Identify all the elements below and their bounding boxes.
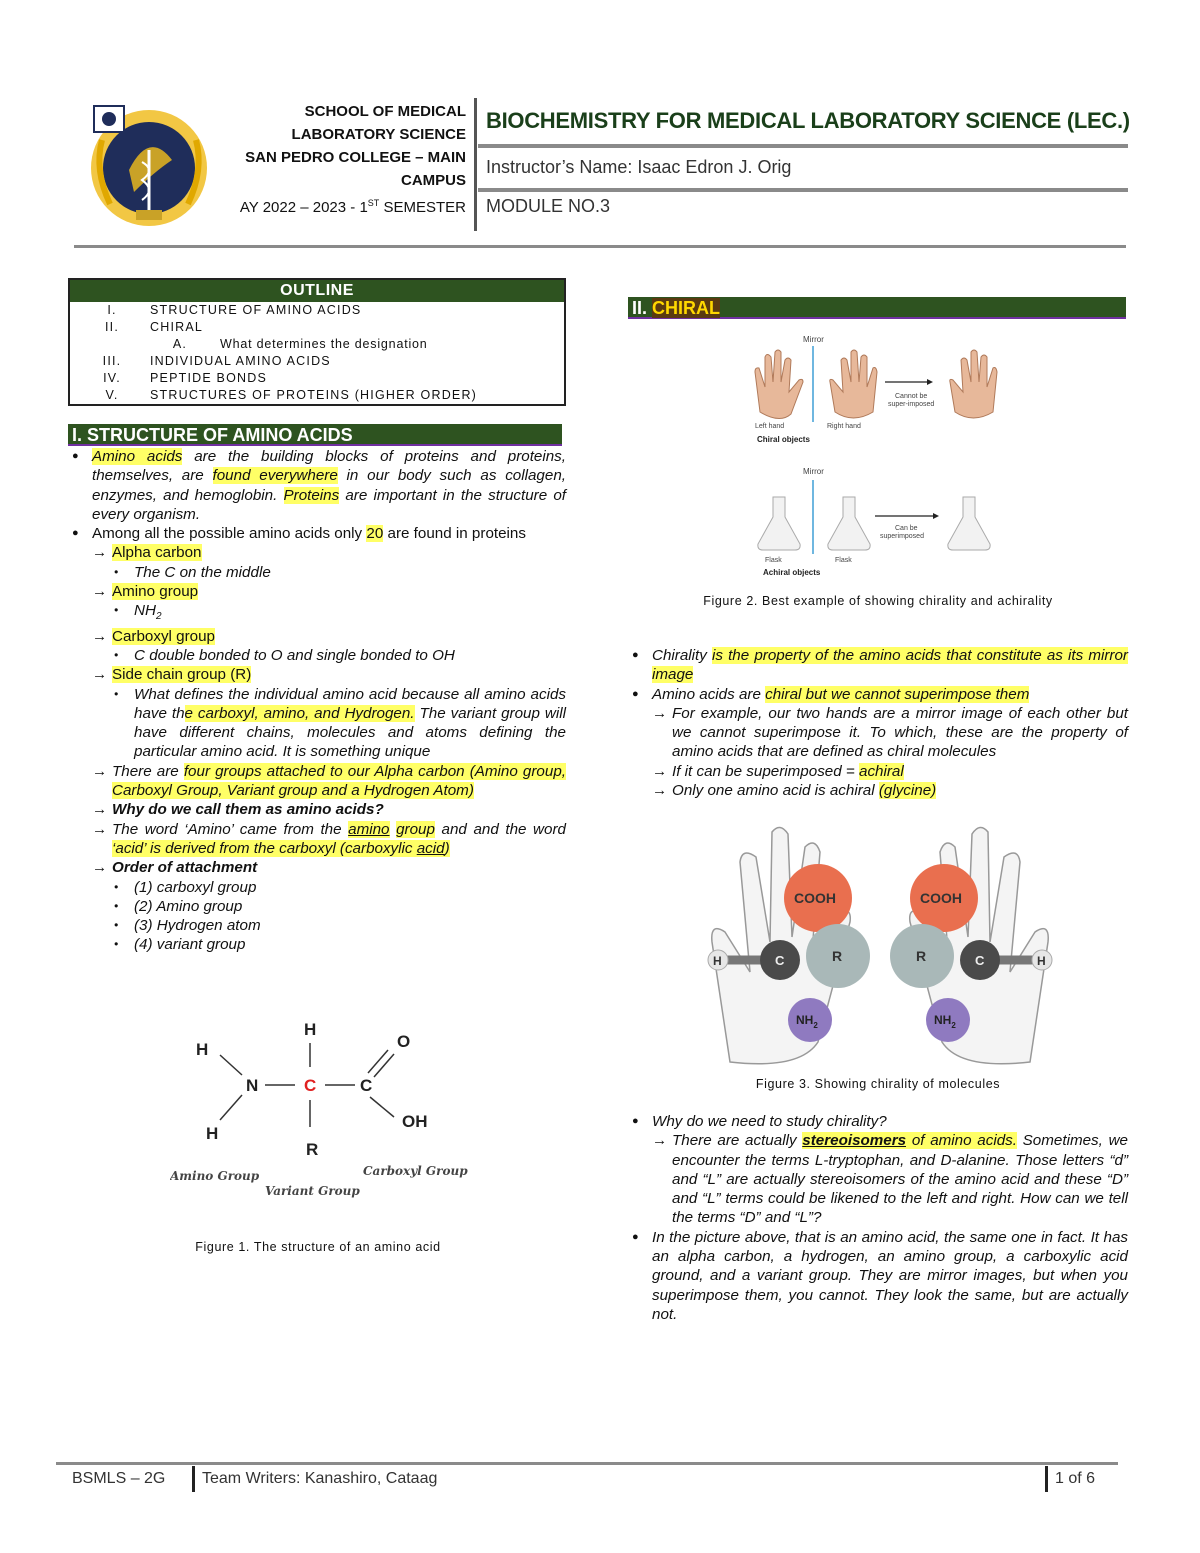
arrow-stereoisomers: → There are actually stereoisomers of amino acids. Sometimes, we encounter the terms L-tryptophan, and D-alanine. Those letters “d” and “L” are actually stereoisomers of the amino acid and these “D” and “L” terms could be likened to the left and right. How can we tell the terms “D” and “L”? [652, 1132, 1128, 1227]
school-name-line2: LABORATORY SCIENCE [291, 126, 466, 143]
instructor-name: Instructor’s Name: Isaac Edron J. Orig [486, 157, 792, 177]
cooh-label: COOH [794, 890, 836, 906]
arrow-hands-example: → For example, our two hands are a mirror image of each other but we cannot superimpose it. To which, these are the property of amino acids that are defined as chiral molecules [652, 704, 1128, 761]
school-seal-logo [84, 100, 214, 230]
academic-year: AY 2022 – 2023 - 1ST SEMESTER [239, 198, 466, 216]
atom-label: H [304, 1020, 317, 1039]
footer-divider [1045, 1466, 1048, 1492]
arrow-glycine: → Only one amino acid is achiral (glycine) [652, 782, 937, 800]
atom-label: C [360, 1076, 373, 1095]
order-item: • (1) carboxyl group [68, 878, 566, 897]
atom-label: OH [402, 1112, 428, 1131]
atom-label: N [246, 1076, 259, 1095]
section1-body [68, 447, 566, 955]
section2-title: CHIRAL [652, 298, 721, 318]
figure1-caption: Figure 1. The structure of an amino acid [195, 1240, 441, 1254]
arrow-four-groups: → There are four groups attached to our Alpha carbon (Amino group, Carboxyl Group, Variant group and a Hydrogen Atom) [92, 762, 566, 800]
header-rule [74, 245, 1126, 248]
sub-side-chain: • What defines the individual amino acid because all amino acids have the carboxyl, amino, and Hydrogen. The variant group will have different chains, molecules and atoms defining the particular amino acid. It is something unique [68, 685, 566, 762]
arrow-label: superimposed [880, 533, 924, 540]
sub-alpha-carbon: • The C on the middle [68, 563, 566, 582]
r-group-label: R [832, 948, 843, 964]
school-name-line4: CAMPUS [400, 172, 466, 189]
group-label: Carboxyl Group [363, 1164, 468, 1178]
sub-carboxyl-group: • C double bonded to O and single bonded to OH [68, 646, 566, 665]
atom-label: R [306, 1140, 319, 1159]
chirality-hands-flasks-figure [745, 332, 1005, 582]
arrow-side-chain: → Side chain group (R) [92, 666, 252, 684]
footer-writers: Team Writers: Kanashiro, Cataag [202, 1470, 438, 1487]
module-number: MODULE NO.3 [486, 196, 611, 216]
nh2-label: $NH_2$ [796, 1013, 818, 1030]
atom-label: H [713, 954, 722, 968]
arrow-label: Cannot be [895, 393, 928, 400]
arrow-order-of-attachment: → Order of attachment [92, 859, 258, 877]
section2-body-continued [628, 1112, 1128, 1324]
hand-label: Left hand [755, 423, 785, 430]
arrow-amino-group: → Amino group [92, 583, 199, 601]
chiral-molecules-hands-figure [700, 822, 1060, 1070]
cooh-label: COOH [920, 890, 962, 906]
atom-label: O [397, 1032, 411, 1051]
figure3-caption: Figure 3. Showing chirality of molecules [755, 1077, 1001, 1091]
bullet-chirality-definition: ● Chirality is the property of the amino acids that constitute as its mirror image [628, 646, 1128, 685]
order-item: • (2) Amino group [68, 897, 566, 916]
outline-box [68, 278, 566, 406]
flask-label: Flask [835, 557, 852, 564]
atom-label: C [975, 953, 985, 968]
bullet-picture-explanation: ● In the picture above, that is an amino acid, the same one in fact. It has an alpha carbon, a hydrogen, an amino group, a carboxylic acid ground, and a variant group. They are mirror images, but when you superimpose them, you cannot. They look the same, but are actually not. [628, 1228, 1128, 1324]
outline-item: V. STRUCTURES OF PROTEINS (HIGHER ORDER) [105, 388, 478, 402]
arrow-carboxyl-group: → Carboxyl group [92, 627, 215, 645]
arrow-label: super-imposed [888, 401, 935, 408]
flask-label: Flask [765, 557, 782, 564]
bullet-amino-acids: ● Amino acids are the building blocks of proteins and proteins, themselves, are found everywhere in our body such as collagen, enzymes, and hemoglobin. Proteins are important in the structure of every organism. [68, 447, 566, 524]
footer-section: BSMLS – 2G [72, 1470, 166, 1487]
outline-item: I. STRUCTURE OF AMINO ACIDS [107, 303, 362, 317]
amino-acid-structure-diagram [170, 1015, 470, 1205]
atom-label: H [1037, 954, 1046, 968]
order-item: • (3) Hydrogen atom [68, 916, 566, 935]
mirror-label: Mirror [803, 467, 824, 476]
footer-rule [56, 1462, 1118, 1465]
hand-label: Right hand [827, 423, 861, 430]
atom-label: H [196, 1040, 209, 1059]
section-heading-structure: I. STRUCTURE OF AMINO ACIDS [68, 424, 562, 446]
section-heading-chiral [628, 297, 1126, 319]
atom-label: C [775, 953, 785, 968]
arrow-label: Can be [895, 525, 918, 532]
section2-number: II. [632, 298, 648, 318]
arrow-achiral: → If it can be superimposed = achiral [652, 762, 904, 780]
outline-subitem: A. What determines the designation [172, 337, 428, 351]
school-name-line3: SAN PEDRO COLLEGE – MAIN [245, 149, 466, 166]
chiral-objects-label: Chiral objects [757, 435, 810, 444]
arrow-alpha-carbon: → Alpha carbon [92, 544, 202, 562]
bullet-twenty-amino-acids: ● Among all the possible amino acids only 20 are found in proteins [68, 524, 566, 543]
alpha-carbon-label: C [304, 1076, 317, 1095]
page-number: 1 of 6 [1055, 1470, 1096, 1487]
outline-item: III. INDIVIDUAL AMINO ACIDS [102, 354, 331, 368]
atom-label: H [206, 1124, 219, 1143]
bullet-why-chirality: ● Why do we need to study chirality? [628, 1112, 1128, 1131]
school-info [222, 100, 466, 219]
header-line [478, 144, 1128, 148]
section2-body [628, 646, 1128, 800]
footer-divider [192, 1466, 195, 1492]
r-group-label: R [916, 948, 927, 964]
mirror-label: Mirror [803, 335, 824, 344]
arrow-why-amino-acids: → Why do we call them as amino acids? [92, 801, 384, 819]
school-name-line1: SCHOOL OF MEDICAL [304, 103, 466, 120]
outline-item: II. CHIRAL [104, 320, 204, 334]
arrow-word-amino: → The word ‘Amino’ came from the amino group and and the word ‘acid’ is derived from the carboxyl (carboxylic acid) [92, 820, 566, 857]
outline-item: IV. PEPTIDE BONDS [103, 371, 268, 385]
group-label: Amino Group [170, 1169, 260, 1183]
bullet-amino-acids-chiral: ● Amino acids are chiral but we cannot superimpose them [628, 685, 1128, 704]
course-title: BIOCHEMISTRY FOR MEDICAL LABORATORY SCIENCE (LEC.) [486, 108, 1130, 133]
order-item: • (4) variant group [68, 935, 566, 954]
header-line [478, 188, 1128, 192]
nh2-label: $NH_2$ [934, 1013, 956, 1030]
outline-title: OUTLINE [70, 280, 564, 302]
header-divider [474, 98, 477, 231]
group-label: Variant Group [265, 1184, 360, 1198]
sub-amino-group: • $NH_2$ [68, 601, 566, 626]
achiral-objects-label: Achiral objects [763, 568, 821, 577]
figure2-caption: Figure 2. Best example of showing chirality and achirality [703, 594, 1053, 608]
